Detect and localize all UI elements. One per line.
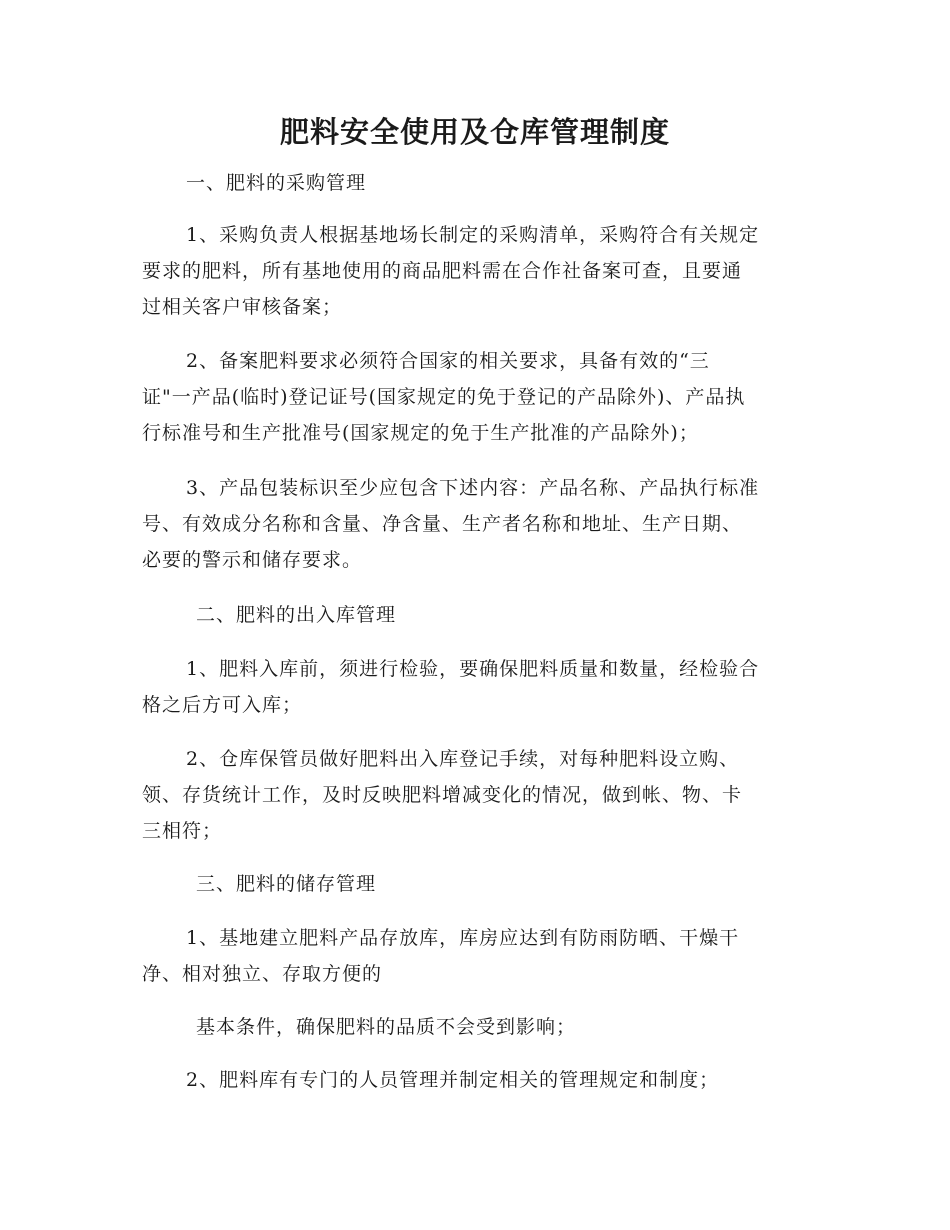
paragraph-line: 过相关客户审核备案； [142, 296, 343, 318]
paragraph-line: 号、有效成分名称和含量、净含量、生产者名称和地址、生产日期、 [142, 513, 743, 535]
paragraph-line: 2、备案肥料要求必须符合国家的相关要求，具备有效的“三 [186, 350, 710, 372]
section-heading-storage: 三、肥料的储存管理 [196, 873, 377, 895]
paragraph-line: 1、肥料入库前，须进行检验，要确保肥料质量和数量，经检验合 [186, 658, 760, 680]
paragraph-purchase-3 [142, 470, 807, 578]
paragraph-line: 2、仓库保管员做好肥料出入库登记手续，对每种肥料设立购、 [186, 748, 740, 770]
paragraph-purchase-1 [142, 217, 807, 325]
paragraph-storage-1-continued [196, 1009, 796, 1045]
paragraph-line: 2、肥料库有专门的人员管理并制定相关的管理规定和制度； [186, 1069, 720, 1091]
paragraph-inout-2 [142, 741, 807, 849]
paragraph-line: 必要的警示和储存要求。 [142, 549, 363, 571]
paragraph-line: 三相符； [142, 820, 223, 842]
paragraph-line: 行标准号和生产批准号(国家规定的免于生产批准的产品除外)； [142, 422, 699, 444]
section-heading-inout: 二、肥料的出入库管理 [196, 604, 397, 626]
paragraph-purchase-2 [142, 343, 807, 451]
paragraph-line: 基本条件，确保肥料的品质不会受到影响； [196, 1016, 577, 1038]
paragraph-line: 格之后方可入库； [142, 694, 303, 716]
paragraph-storage-2 [142, 1062, 807, 1098]
section-heading-purchase: 一、肥料的采购管理 [186, 172, 367, 194]
paragraph-storage-1 [142, 920, 807, 992]
paragraph-line: 净、相对独立、存取方便的 [142, 963, 383, 985]
paragraph-line: 证"一产品(临时)登记证号(国家规定的免于登记的产品除外)、产品执 [142, 386, 746, 408]
paragraph-inout-1 [142, 651, 807, 723]
paragraph-line: 1、基地建立肥料产品存放库，库房应达到有防雨防晒、干燥干 [186, 927, 740, 949]
document-title: 肥料安全使用及仓库管理制度 [279, 115, 670, 149]
paragraph-line: 领、存货统计工作，及时反映肥料增减变化的情况，做到帐、物、卡 [142, 784, 743, 806]
paragraph-line: 要求的肥料，所有基地使用的商品肥料需在合作社备案可查，且要通 [142, 260, 743, 282]
paragraph-line: 3、产品包装标识至少应包含下述内容：产品名称、产品执行标准 [186, 477, 760, 499]
paragraph-line: 1、采购负责人根据基地场长制定的采购清单，采购符合有关规定 [186, 224, 760, 246]
